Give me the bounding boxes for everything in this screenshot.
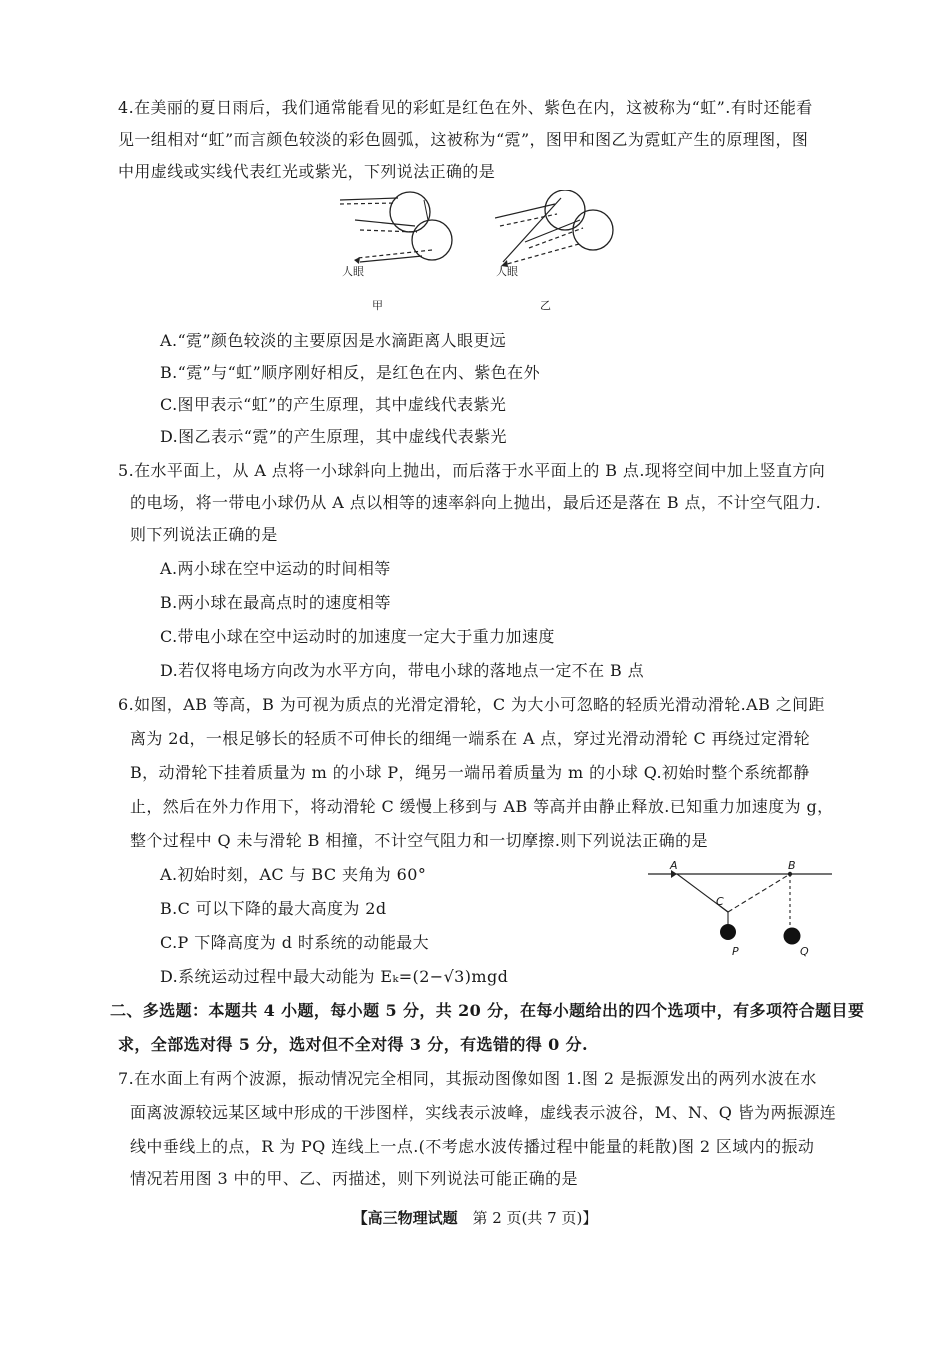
pulley-label-c: C	[716, 895, 724, 908]
q4-stem-line-3: 中用虚线或实线代表红光或紫光，下列说法正确的是	[118, 162, 496, 181]
q5-stem-line-2: 的电场，将一带电小球仍从 A 点以相等的速率斜向上抛出，最后还是落在 B 点，不计空气阻力.	[130, 493, 822, 512]
q5-stem-line-1: 5.在水平面上，从 A 点将一小球斜向上抛出，而后落于水平面上的 B 点.现将空间中加上竖直方向	[118, 461, 826, 480]
q6-stem-line-5: 整个过程中 Q 未与滑轮 B 相撞，不计空气阻力和一切摩擦.则下列说法正确的是	[130, 831, 708, 850]
q5-stem-line-3: 则下列说法正确的是	[130, 525, 278, 544]
fig-yi-caption: 乙	[540, 299, 551, 312]
rainbow-figure-jia	[340, 190, 480, 310]
q6-stem-line-3: B，动滑轮下挂着质量为 m 的小球 P，绳另一端吊着质量为 m 的小球 Q.初始时整个系统都静	[130, 763, 810, 782]
water-drop-lower	[412, 220, 452, 260]
q4-option-d: D.图乙表示“霓”的产生原理，其中虚线代表紫光	[160, 427, 507, 446]
pulley-label-b: B	[788, 859, 796, 872]
q6-option-a: A.初始时刻，AC 与 BC 夹角为 60°	[160, 865, 427, 884]
water-drop-upper	[545, 190, 585, 230]
fig-jia-caption: 甲	[372, 299, 383, 312]
q7-stem-line-2: 面离波源较远某区域中形成的干涉图样，实线表示波峰，虚线表示波谷，M、N、Q 皆为两振源连	[130, 1103, 837, 1122]
section2-heading-line-2: 求，全部选对得 5 分，选对但不全对得 3 分，有选错的得 0 分.	[118, 1035, 588, 1054]
q5-option-d: D.若仅将电场方向改为水平方向，带电小球的落地点一定不在 B 点	[160, 661, 645, 680]
q4-stem-line-1: 4.在美丽的夏日雨后，我们通常能看见的彩虹是红色在外、紫色在内，这被称为“虹”.有时还能看	[118, 98, 813, 117]
q6-stem-line-1: 6.如图，AB 等高，B 为可视为质点的光滑定滑轮，C 为大小可忽略的轻质光滑动滑轮.AB 之间距	[118, 695, 825, 714]
footer-page-number: 第 2 页(共 7 页)】	[472, 1209, 598, 1227]
q5-option-c: C.带电小球在空中运动时的加速度一定大于重力加速度	[160, 627, 555, 646]
q6-option-b: B.C 可以下降的最大高度为 2d	[160, 899, 387, 918]
page-footer	[0, 1208, 950, 1228]
q6-stem-line-2: 离为 2d，一根足够长的轻质不可伸长的细绳一端系在 A 点，穿过光滑动滑轮 C 再绕过定滑轮	[130, 729, 811, 748]
q6-stem-line-4: 止，然后在外力作用下，将动滑轮 C 缓慢上移到与 AB 等高并由静止释放.已知重力加速度为 g，	[130, 797, 834, 816]
ball-p	[720, 924, 736, 940]
q5-option-b: B.两小球在最高点时的速度相等	[160, 593, 391, 612]
q6-option-d: D.系统运动过程中最大动能为 Eₖ=(2−√3)mgd	[160, 967, 509, 986]
section2-heading-line-1: 二、多选题：本题共 4 小题，每小题 5 分，共 20 分，在每小题给出的四个选项中，有多项符合题目要	[110, 1001, 865, 1020]
footer-title: 【高三物理试题	[352, 1209, 458, 1227]
rope-cb	[728, 874, 790, 912]
q4-option-b: B.“霓”与“虹”顺序刚好相反，是红色在内、紫色在外	[160, 363, 540, 382]
pulley-label-a: A	[670, 859, 678, 872]
q4-option-a: A.“霓”颜色较淡的主要原因是水滴距离人眼更远	[160, 331, 507, 350]
fig-yi-eye-label: 人眼	[496, 265, 518, 278]
pulley-label-q: Q	[800, 945, 809, 958]
q6-option-c: C.P 下降高度为 d 时系统的动能最大	[160, 933, 430, 952]
pulley-figure	[640, 858, 840, 968]
q4-stem-line-2: 见一组相对“虹”而言颜色较淡的彩色圆弧，这被称为“霓”，图甲和图乙为霓虹产生的原理图，图	[118, 130, 809, 149]
pulley-label-p: P	[732, 945, 739, 958]
q4-option-c: C.图甲表示“虹”的产生原理，其中虚线代表紫光	[160, 395, 507, 414]
q7-stem-line-3: 线中垂线上的点，R 为 PQ 连线上一点.(不考虑水波传播过程中能量的耗散)图 2 区域内的振动	[130, 1137, 815, 1156]
rainbow-figure-yi	[495, 190, 635, 310]
ball-q	[784, 928, 801, 945]
q7-stem-line-1: 7.在水面上有两个波源，振动情况完全相同，其振动图像如图 1.图 2 是振源发出的两列水波在水	[118, 1069, 817, 1088]
q7-stem-line-4: 情况若用图 3 中的甲、乙、丙描述，则下列说法可能正确的是	[130, 1169, 578, 1188]
fig-jia-eye-label: 人眼	[342, 265, 364, 278]
q5-option-a: A.两小球在空中运动的时间相等	[160, 559, 391, 578]
